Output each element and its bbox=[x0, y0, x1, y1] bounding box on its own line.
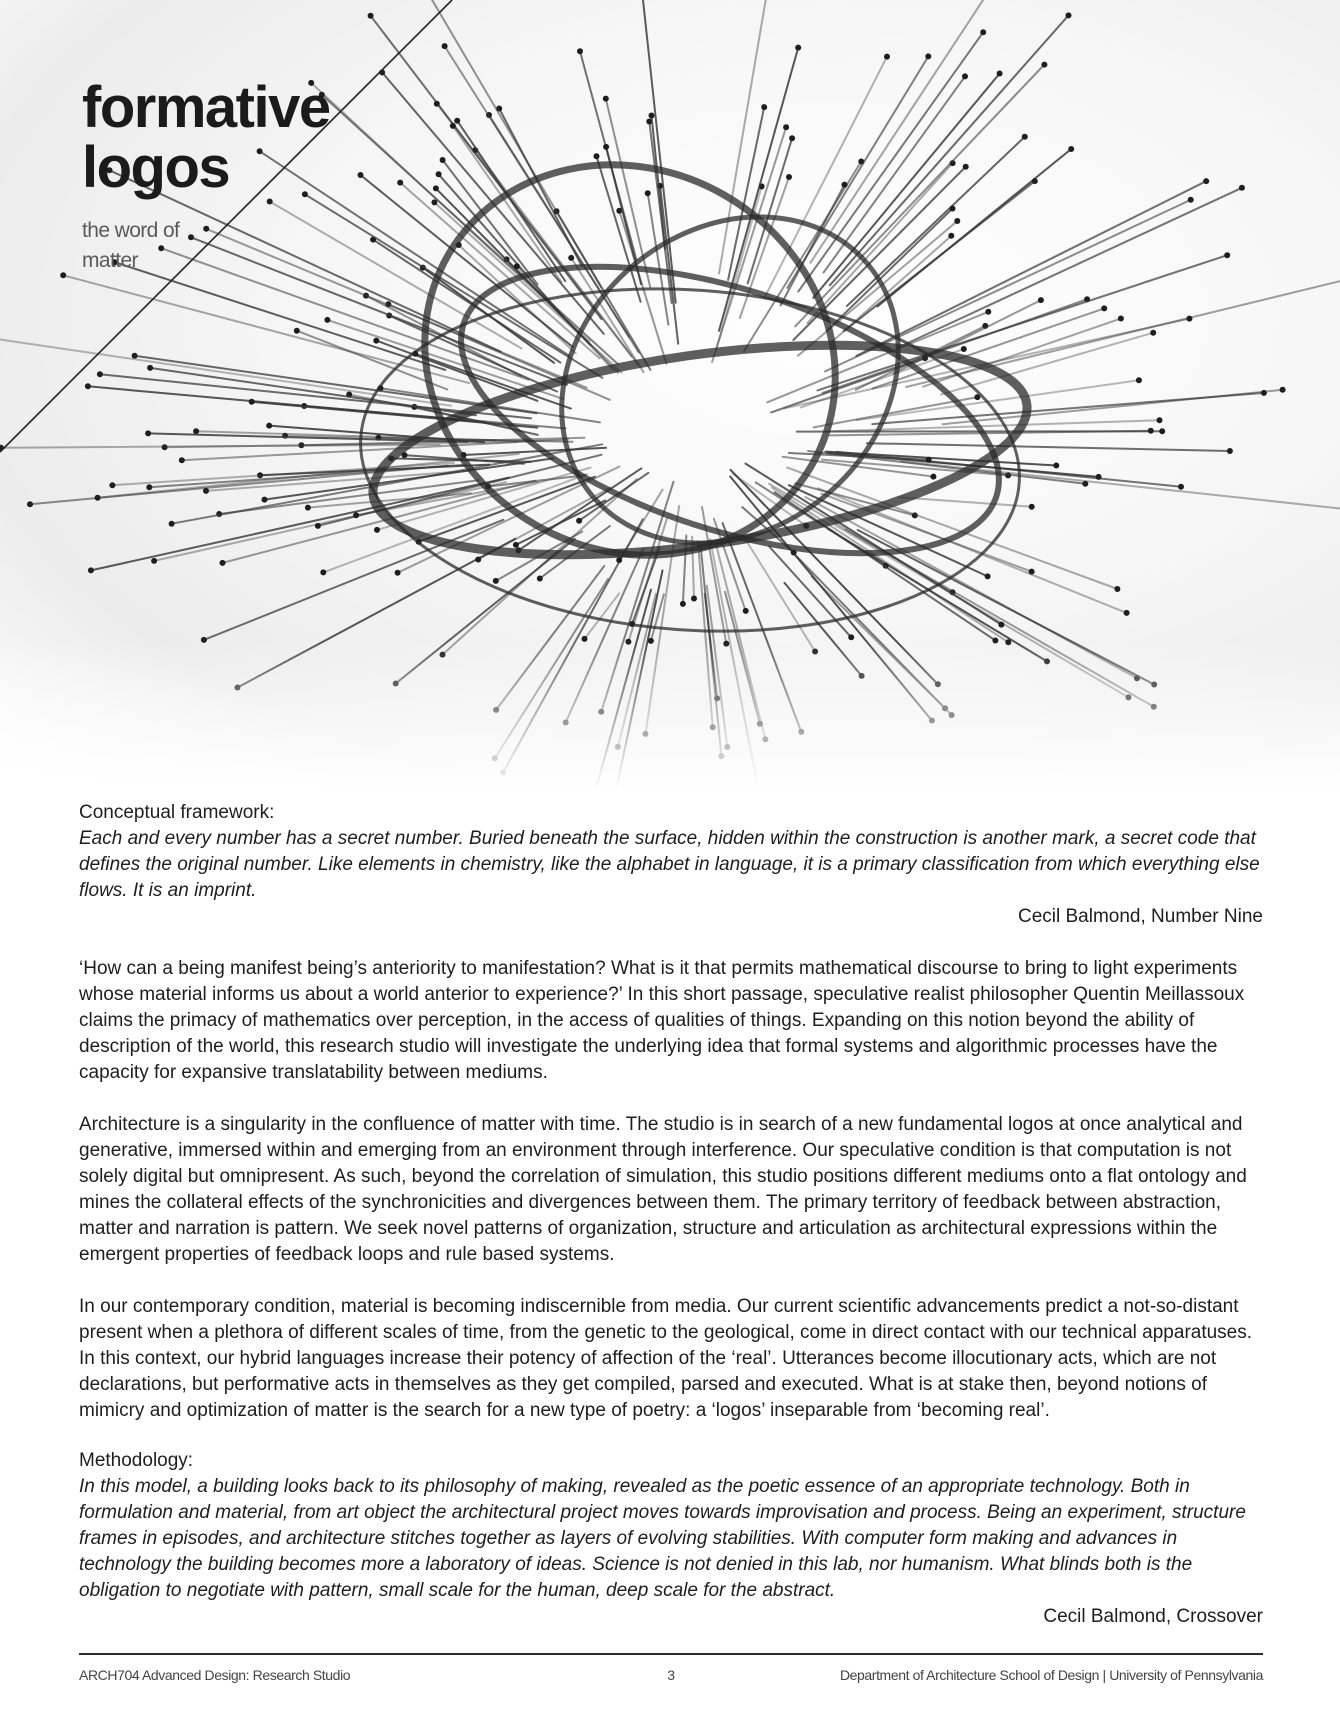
sculpture-rod-tip bbox=[568, 255, 574, 261]
sculpture-rod-tip bbox=[88, 567, 94, 573]
sculpture-rod-tip bbox=[109, 482, 115, 488]
sculpture-rod bbox=[824, 420, 1159, 431]
sculpture-rod bbox=[830, 15, 1069, 285]
sculpture-rod-tip bbox=[1114, 586, 1120, 592]
sculpture-rod-tip bbox=[680, 601, 686, 607]
sculpture-rod-tip bbox=[151, 558, 157, 564]
sculpture-rod-tip bbox=[594, 153, 600, 159]
sculpture-rod-tip bbox=[203, 488, 209, 494]
paragraph-meillassoux: ‘How can a being manifest being’s anteriority to manifestation? What is it that permits mathematical discourse to bring to light experiments whose material informs us about a world anterior to experience?’ In this short passage, speculative realist philosopher Quentin Meillassoux claims the primacy of mathematics over perception, in the access of qualities of things. Expanding on this notion beyond the ability of description of the world, this research studio will investigate the underlying idea that formal systems and algorithmic processes have the capacity for expansive translatability between mediums. bbox=[79, 958, 1245, 1083]
sculpture-rod-tip bbox=[603, 144, 609, 150]
sculpture-rod-tip bbox=[1188, 197, 1194, 203]
sculpture-rod bbox=[660, 186, 678, 344]
sculpture-rod-tip bbox=[1038, 297, 1044, 303]
sculpture-rod bbox=[204, 520, 503, 640]
sculpture-rod bbox=[499, 109, 582, 267]
sculpture-rod-tip bbox=[1148, 428, 1154, 434]
sculpture-rod bbox=[847, 137, 1025, 306]
sculpture-rod-tip bbox=[147, 365, 153, 371]
page-title-line-2: logos bbox=[82, 135, 230, 200]
sculpture-rod bbox=[619, 211, 666, 364]
sculpture-rod-tip bbox=[374, 527, 380, 533]
sculpture-rod-tip bbox=[27, 501, 33, 507]
sculpture-rod bbox=[308, 493, 471, 507]
sculpture-rod-tip bbox=[1032, 178, 1038, 184]
sculpture-rod-tip bbox=[1053, 463, 1059, 469]
sculpture-rod-tip bbox=[514, 263, 520, 269]
sculpture-rod-tip bbox=[454, 118, 460, 124]
hero-fade bbox=[0, 640, 1340, 790]
sculpture-rod-tip bbox=[761, 104, 767, 110]
sculpture-rod-tip bbox=[442, 43, 448, 49]
sculpture-rod-tip bbox=[1280, 387, 1286, 393]
sculpture-rod-tip bbox=[985, 309, 991, 315]
sculpture-rod-tip bbox=[262, 497, 268, 503]
sculpture-rod bbox=[744, 536, 816, 651]
sculpture-rod-tip bbox=[1186, 316, 1192, 322]
sculpture-rod-tip bbox=[925, 53, 931, 59]
sculpture-rod-tip bbox=[961, 346, 967, 352]
sculpture-rod-tip bbox=[397, 180, 403, 186]
sculpture-rod-tip bbox=[266, 423, 272, 429]
methodology-quote: In this model, a building looks back to its philosophy of making, revealed as the poetic essence of an appropriate technology. Both in formulation and material, from art object the architectural project moves towards improvisation and process. Being an experiment, structure frames in episodes, and architecture stitches together as layers of evolving stabilities. With computer form making and advances in technology the building becomes more a laboratory of ideas. Science is not denied in this lab, nor humanism. What blinds both is the obligation to negotiate with pattern, small scale for the human, deep scale for the abstract. bbox=[79, 1476, 1246, 1601]
sculpture-rod-tip bbox=[962, 73, 968, 79]
sculpture-rod-tip bbox=[395, 570, 401, 576]
paragraph-contemporary: In our contemporary condition, material is becoming indiscernible from media. Our current scientific advancements predict a not-so-distant present when a plethora of different scales of time, from the genetic to the geological, come in direct contact with our technical apparatuses. In this context, our hybrid languages increase their potency of affection of the ‘real’. Utterances become illocutionary acts, which are not declarations, but performative acts in themselves as they get compiled, parsed and executed. What is at stake then, beyond notions of mimicry and optimization of matter is the search for a new type of poetry: a ‘logos’ inseparable from ‘becoming real’. bbox=[79, 1296, 1253, 1421]
title-block bbox=[82, 75, 382, 276]
sculpture-rod-tip bbox=[373, 338, 379, 344]
sculpture-rod-tip bbox=[1203, 178, 1209, 184]
sculpture-rod-tip bbox=[1066, 12, 1072, 18]
footer-page-number: 3 bbox=[667, 1667, 675, 1683]
sculpture-rod-tip bbox=[220, 560, 226, 566]
page-title-line-1: formative bbox=[82, 75, 330, 140]
sculpture-rod-tip bbox=[884, 54, 890, 60]
page-footer bbox=[79, 1653, 1263, 1683]
sculpture-rod bbox=[872, 393, 1264, 424]
methodology-attribution: Cecil Balmond, Crossover bbox=[1043, 1606, 1263, 1627]
sculpture-rod-tip bbox=[576, 518, 582, 524]
sculpture-rod-tip bbox=[475, 557, 481, 563]
sculpture-rod-tip bbox=[950, 206, 956, 212]
sculpture-rod-tip bbox=[1022, 134, 1028, 140]
sculpture-rod-tip bbox=[1261, 390, 1267, 396]
sculpture-rod-tip bbox=[1096, 474, 1102, 480]
sculpture-rod-tip bbox=[1118, 316, 1124, 322]
sculpture-rod-tip bbox=[1068, 146, 1074, 152]
sculpture-rod-tip bbox=[1178, 484, 1184, 490]
sculpture-rod-tip bbox=[315, 523, 321, 529]
sculpture-rod-tip bbox=[353, 512, 359, 518]
sculpture-rod-tip bbox=[691, 596, 697, 602]
sculpture-rod-tip bbox=[294, 328, 300, 334]
sculpture-rod-tip bbox=[513, 542, 519, 548]
subtitle-line-2: matter bbox=[82, 249, 138, 272]
sculpture-rod-tip bbox=[169, 521, 175, 527]
sculpture-rod-tip bbox=[930, 474, 936, 480]
sculpture-rod-tip bbox=[1157, 417, 1163, 423]
sculpture-rod bbox=[115, 262, 446, 370]
conceptual-quote: Each and every number has a secret number. Buried beneath the surface, hidden within the construction is another mark, a secret code that defines the original number. Like elements in chemistry, like the alphabet in language, it is a primary classification from which everything else flows. It is an imprint. bbox=[79, 828, 1260, 901]
sculpture-rod bbox=[0, 338, 451, 405]
sculpture-rod-tip bbox=[450, 123, 456, 129]
sculpture-rod-tip bbox=[146, 484, 152, 490]
footer-department: Department of Architecture School of Design | University of Pennsylvania bbox=[839, 1667, 1263, 1683]
sculpture-rod-tip bbox=[1041, 62, 1047, 68]
sculpture-rod-tip bbox=[577, 48, 583, 54]
sculpture-rod-tip bbox=[249, 399, 255, 405]
sculpture-rod-tip bbox=[85, 383, 91, 389]
sculpture-rod-tip bbox=[436, 171, 442, 177]
sculpture-rod-tip bbox=[493, 578, 499, 584]
sculpture-rod bbox=[63, 275, 469, 383]
sculpture-rod-tip bbox=[743, 608, 749, 614]
sculpture-rod bbox=[632, 548, 660, 625]
sculpture-rod-tip bbox=[1159, 428, 1165, 434]
methodology-heading: Methodology: bbox=[79, 1450, 194, 1471]
paragraph-architecture: Architecture is a singularity in the confluence of matter with time. The studio is in search of a new fundamental logos at once analytical and generative, immersed within and emerging from an environment through interference. Our speculative condition is that computation is not solely digital but omnipresent. As such, beyond the correlation of simulation, this studio positions different mediums onto a flat ontology and mines the collateral effects of the synchronicities and divergences between them. The primary territory of feedback between abstraction, matter and narration is pattern. We seek novel patterns of organization, structure and articulation as architectural expressions within the emergent properties of feedback loops and rule based systems. bbox=[79, 1114, 1247, 1265]
body-text bbox=[79, 800, 1263, 1630]
sculpture-rod bbox=[899, 497, 1032, 506]
sculpture-rod-tip bbox=[433, 185, 439, 191]
sculpture-rod-tip bbox=[1239, 185, 1245, 191]
sculpture-rod-tip bbox=[440, 157, 446, 163]
sculpture-rod-tip bbox=[179, 457, 185, 463]
sculpture-rod-tip bbox=[320, 569, 326, 575]
sculpture-rod-tip bbox=[786, 174, 792, 180]
sculpture-rod-tip bbox=[305, 505, 311, 511]
sculpture-rod-tip bbox=[1101, 305, 1107, 311]
conceptual-heading: Conceptual framework: bbox=[79, 802, 275, 823]
sculpture-rod-tip bbox=[324, 317, 330, 323]
sculpture-rod-tip bbox=[795, 45, 801, 51]
subtitle-line-1: the word of bbox=[82, 219, 180, 242]
sculpture-rod bbox=[719, 0, 769, 273]
subtitle bbox=[82, 216, 382, 276]
footer-course: ARCH704 Advanced Design: Research Studio bbox=[79, 1667, 351, 1683]
sculpture-rod-tip bbox=[145, 430, 151, 436]
sculpture-rod-tip bbox=[963, 164, 969, 170]
sculpture-rod-tip bbox=[193, 428, 199, 434]
sculpture-rod-tip bbox=[1029, 504, 1035, 510]
sculpture-rod bbox=[798, 32, 983, 291]
sculpture-rod-tip bbox=[1150, 330, 1156, 336]
sculpture-rod-tip bbox=[645, 190, 651, 196]
sculpture-rod-tip bbox=[537, 576, 543, 582]
sculpture-rod-tip bbox=[95, 495, 101, 501]
hero-image bbox=[0, 0, 1340, 790]
sculpture-rod-tip bbox=[616, 557, 622, 563]
sculpture-rod-tip bbox=[954, 218, 960, 224]
sculpture-rod-tip bbox=[1124, 610, 1130, 616]
sculpture-rod-tip bbox=[789, 135, 795, 141]
sculpture-rod-tip bbox=[60, 272, 66, 278]
sculpture-rod-tip bbox=[97, 371, 103, 377]
methodology-section bbox=[79, 1448, 1263, 1630]
conceptual-section bbox=[79, 800, 1263, 930]
sculpture-rod-tip bbox=[1224, 252, 1230, 258]
sculpture-rod-tip bbox=[1136, 377, 1142, 383]
sculpture-rod-tip bbox=[997, 71, 1003, 77]
sculpture-rod-tip bbox=[603, 96, 609, 102]
sculpture-rod-tip bbox=[649, 113, 655, 119]
sculpture-rod-tip bbox=[1227, 448, 1233, 454]
sculpture-rod-tip bbox=[783, 124, 789, 130]
sculpture-rod-tip bbox=[948, 233, 954, 239]
sculpture-rod bbox=[867, 443, 1230, 451]
sculpture-rod-tip bbox=[980, 29, 986, 35]
sculpture-rod-tip bbox=[998, 622, 1004, 628]
sculpture-rod-tip bbox=[132, 353, 138, 359]
sculpture-rod-tip bbox=[926, 457, 932, 463]
conceptual-attribution: Cecil Balmond, Number Nine bbox=[1018, 906, 1263, 927]
sculpture-rod-tip bbox=[842, 182, 848, 188]
sculpture-rod bbox=[771, 358, 925, 412]
sculpture-rod-tip bbox=[985, 573, 991, 579]
sculpture-rod-tip bbox=[434, 101, 440, 107]
sculpture-rod-tip bbox=[368, 13, 374, 19]
